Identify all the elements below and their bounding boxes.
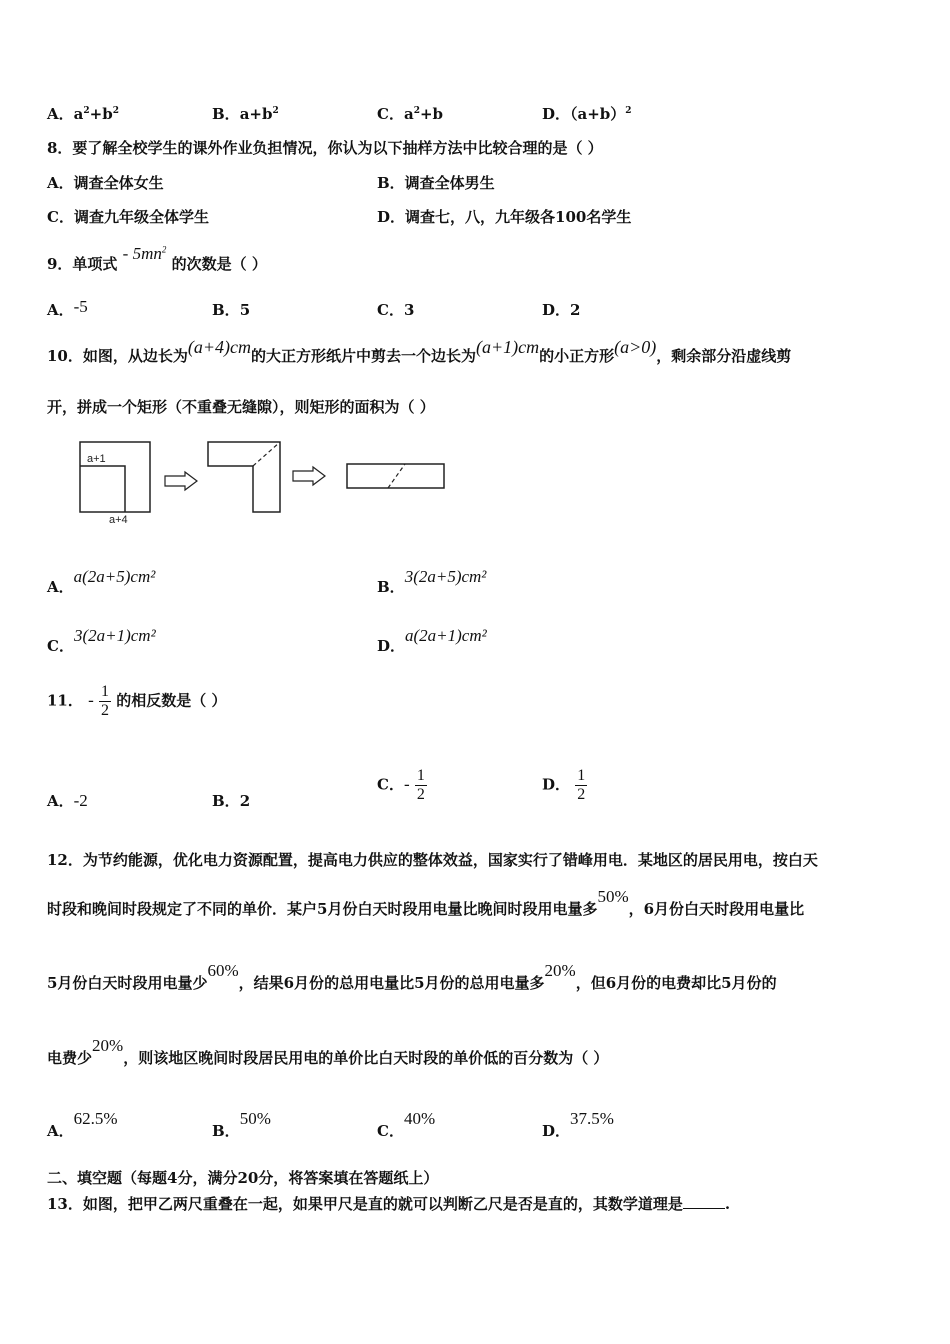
label-a-plus-4: a+4 bbox=[109, 514, 128, 526]
q10-option-c: C．3(2a+1)cm² bbox=[47, 626, 156, 655]
q9-option-c: C．3 bbox=[377, 301, 415, 319]
q7-option-c: C．$a^2+b$ bbox=[377, 105, 444, 123]
section-heading: 二、填空题（每题4分，满分20分，将答案填在答题纸上） bbox=[47, 1169, 439, 1187]
q12-option-a: A．62.5% bbox=[47, 1109, 118, 1140]
q10-stem-line2: 开，拼成一个矩形（不重叠无缝隙），则矩形的面积为（ ） bbox=[47, 398, 435, 416]
q13-stem: 13．如图，把甲乙两尺重叠在一起，如果甲尺是直的就可以判断乙尺是否是直的，其数学道理是 . bbox=[47, 1195, 731, 1213]
l-shape bbox=[208, 442, 280, 512]
q9-stem: 9．单项式 - $5mn^2$ 的次数是（ ） bbox=[47, 244, 267, 273]
q10-option-a: A．a(2a+5)cm² bbox=[47, 567, 156, 596]
q9-option-a: A．-5 bbox=[47, 297, 88, 319]
q10-option-d: D．a(2a+1)cm² bbox=[377, 626, 487, 655]
q8-option-a: A．调查全体女生 bbox=[47, 174, 164, 192]
small-square bbox=[80, 466, 125, 512]
arrow-right-icon bbox=[293, 467, 325, 485]
q12-line4: 电费少20%，则该地区晚间时段居民用电的单价比白天时段的单价低的百分数为（ ） bbox=[47, 1036, 609, 1067]
q10-stem-line1: 10．如图，从边长为(a+4)cm的大正方形纸片中剪去一个边长为(a+1)cm的小正方形(a>0)，剩余部分沿虚线剪 bbox=[47, 337, 792, 365]
q12-option-b: B．50% bbox=[212, 1109, 271, 1140]
q8-option-c: C．调查九年级全体学生 bbox=[47, 208, 209, 226]
q8-stem: 8．要了解全校学生的课外作业负担情况，你认为以下抽样方法中比较合理的是（ ） bbox=[47, 139, 603, 157]
q11-option-b: B．2 bbox=[212, 792, 251, 810]
q7-option-b: B．$a+b^2$ bbox=[212, 105, 279, 123]
seam-line bbox=[388, 464, 405, 488]
q11-option-c: C．- $\frac{1}{2}$ bbox=[377, 767, 425, 803]
q12-line2: 时段和晚间时段规定了不同的单价．某户5月份白天时段用电量比晚间时段用电量多50%，6月份白天时段用电量比 bbox=[47, 887, 805, 918]
rectangle bbox=[347, 464, 444, 488]
answer-blank[interactable] bbox=[683, 1196, 725, 1209]
q12-line1: 12．为节约能源，优化电力资源配置，提高电力供应的整体效益，国家实行了错峰用电．某地区的居民用电，按白天 bbox=[47, 851, 818, 869]
arrow-right-icon bbox=[165, 472, 197, 490]
q11-stem: 11． - $\frac{1}{2}$ 的相反数是（ ） bbox=[47, 683, 227, 719]
label-a-plus-1: a+1 bbox=[87, 453, 106, 465]
q11-option-d: D． $\frac{1}{2}$ bbox=[542, 767, 586, 803]
q7-option-a: A．$a^2+b^2$ bbox=[47, 105, 119, 123]
q8-option-b: B．调查全体男生 bbox=[377, 174, 495, 192]
q10-figure bbox=[75, 438, 455, 528]
q12-option-c: C．40% bbox=[377, 1109, 436, 1140]
q12-option-d: D．37.5% bbox=[542, 1109, 614, 1140]
q12-line3: 5月份白天时段用电量少60%，结果6月份的总用电量比5月份的总用电量多20%，但6月份的电费却比5月份的 bbox=[47, 961, 777, 992]
q9-option-b: B．5 bbox=[212, 301, 251, 319]
q7-option-d: D．$(a+b)^2$ bbox=[542, 105, 632, 123]
q10-option-b: B．3(2a+5)cm² bbox=[377, 567, 487, 596]
q11-option-a: A．-2 bbox=[47, 791, 88, 810]
cut-line bbox=[253, 442, 280, 466]
q8-option-d: D．调查七，八，九年级各100名学生 bbox=[377, 208, 632, 226]
q9-option-d: D．2 bbox=[542, 301, 581, 319]
